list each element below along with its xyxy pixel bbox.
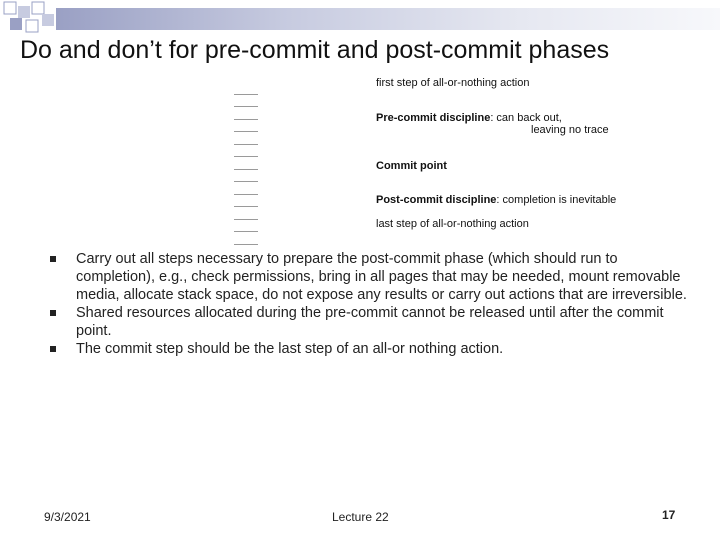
tick-mark — [234, 232, 258, 245]
bullet-text: The commit step should be the last step of an all-or nothing action. — [76, 341, 504, 357]
label-commit-point-text: Commit point — [376, 160, 447, 172]
list-item — [50, 304, 690, 340]
tick-mark — [234, 207, 258, 220]
footer-date: 9/3/2021 — [44, 510, 91, 524]
tick-mark — [234, 145, 258, 158]
action-steps-ticks — [234, 82, 258, 245]
label-last-step: last step of all-or-nothing action — [376, 218, 529, 230]
tick-mark — [234, 82, 258, 95]
tick-mark — [234, 95, 258, 108]
decorative-squares — [0, 0, 60, 40]
tick-mark — [234, 120, 258, 133]
list-item — [50, 250, 690, 304]
page-number: 17 — [662, 508, 676, 522]
label-first-step: first step of all-or-nothing action — [376, 77, 530, 89]
tick-mark — [234, 132, 258, 145]
bullet-square-icon — [50, 346, 56, 352]
label-postcommit-heading: Post-commit discipline — [376, 194, 497, 206]
tick-mark — [234, 182, 258, 195]
bullet-text: Carry out all steps necessary to prepare the post-commit phase (which should run to completion), e.g., check permissions, bring in all pages that may be needed, mount removable media, allocate stack space, do not expose any results or carry out actions that are irreversible. — [76, 251, 687, 303]
tick-mark — [234, 157, 258, 170]
label-precommit — [376, 112, 562, 124]
footer-lecture: Lecture 22 — [332, 510, 389, 524]
bullet-text: Shared resources allocated during the pre-commit cannot be released until after the commit point. — [76, 305, 664, 339]
tick-mark — [234, 220, 258, 233]
commit-phase-diagram — [226, 74, 706, 234]
label-precommit-desc-line2: leaving no trace — [531, 124, 609, 136]
label-commit-point — [376, 160, 447, 172]
slide-title: Do and don’t for pre-commit and post-commit phases — [20, 36, 610, 64]
tick-mark — [234, 107, 258, 120]
label-precommit-desc: : can back out, — [490, 112, 562, 124]
label-precommit-heading: Pre-commit discipline — [376, 112, 491, 124]
label-postcommit-desc: : completion is inevitable — [496, 194, 617, 206]
tick-mark — [234, 195, 258, 208]
list-item — [50, 340, 690, 358]
label-postcommit — [376, 194, 616, 206]
bullet-list — [50, 250, 690, 358]
bullet-square-icon — [50, 310, 56, 316]
bullet-square-icon — [50, 256, 56, 262]
tick-mark — [234, 170, 258, 183]
decorative-header-band — [56, 8, 720, 30]
